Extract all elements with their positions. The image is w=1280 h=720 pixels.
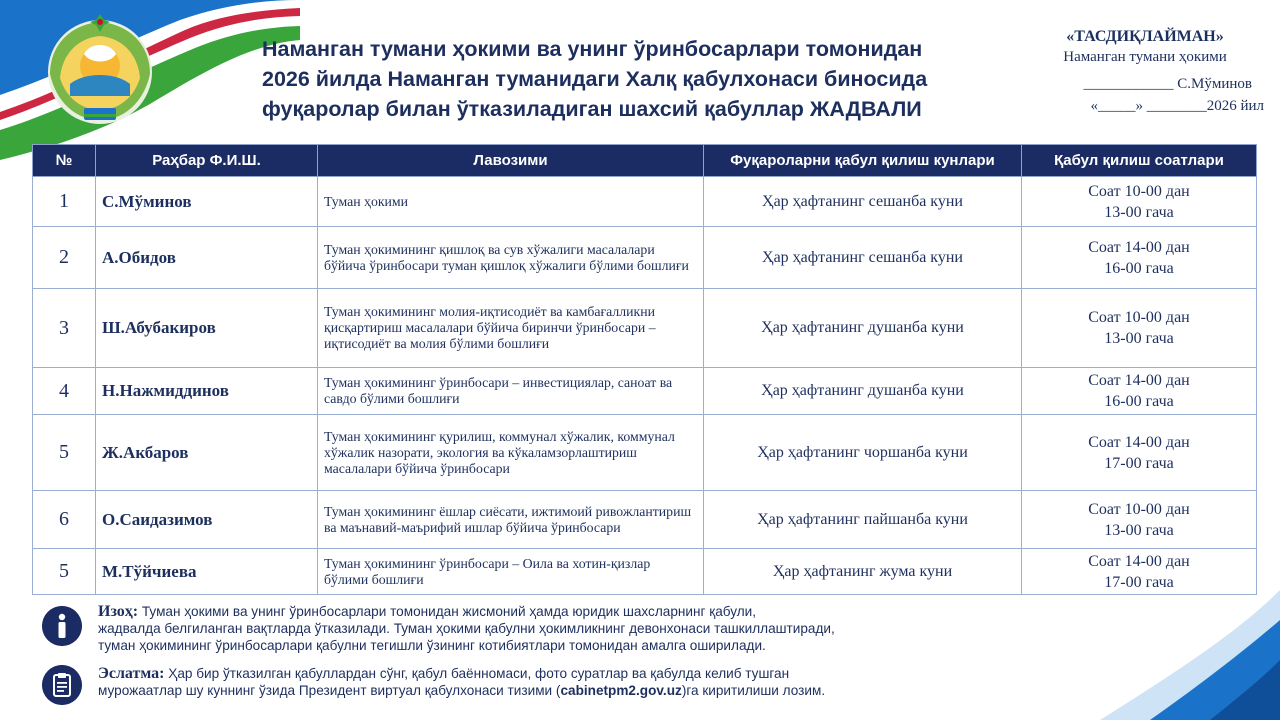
row-hours (1022, 491, 1257, 549)
reminder-label: Эслатма: (98, 665, 165, 682)
note-line-3: туман ҳокимининг ўринбосарлари қабулни тегишли ўзининг котибиятлари томонидан амалга оширилади. (98, 638, 766, 653)
table-row (33, 491, 1257, 549)
hours-to: 17-00 гача (1104, 454, 1174, 472)
hours-from: Соат 14-00 дан (1088, 552, 1190, 570)
hours-to: 16-00 гача (1104, 259, 1174, 277)
approval-block (1020, 28, 1270, 115)
schedule-table (32, 144, 1257, 595)
row-name: С.Мўминов (96, 177, 318, 227)
corner-wave-decoration (1040, 590, 1280, 720)
row-hours (1022, 368, 1257, 415)
row-name: О.Саидазимов (96, 491, 318, 549)
row-hours (1022, 549, 1257, 595)
reminder-line-1: Ҳар бир ўтказилган қабуллардан сўнг, қабул баённомаси, фото суратлар ва қабулда келиб тушган (168, 666, 790, 681)
row-hours (1022, 415, 1257, 491)
row-position: Туман ҳокимининг қишлоқ ва сув хўжалиги масалалари бўйича ўринбосари туман қишлоқ хўжалиги бўлими бошлиғи (318, 227, 704, 289)
row-hours (1022, 289, 1257, 368)
reminder-line-2-start: мурожаатлар шу куннинг ўзида Президент виртуал қабулхонаси тизими ( (98, 683, 561, 698)
note-block (42, 603, 1042, 657)
note-line-1: Туман ҳокими ва унинг ўринбосарлари томонидан жисмоний ҳамда юридик шахсларнинг қабули, (141, 604, 757, 619)
reminder-line-2-end: )га киритилиши лозим. (681, 683, 826, 698)
table-row (33, 227, 1257, 289)
note-text (98, 603, 1098, 654)
state-emblem-icon (44, 14, 156, 126)
approval-position: Наманган тумани ҳокими (1063, 49, 1227, 65)
table-row (33, 549, 1257, 595)
row-days: Ҳар ҳафтанинг жума куни (704, 549, 1022, 595)
row-days: Ҳар ҳафтанинг чоршанба куни (704, 415, 1022, 491)
header-name: Раҳбар Ф.И.Ш. (96, 145, 318, 177)
row-number: 3 (33, 289, 96, 368)
info-icon (42, 606, 82, 646)
header-days: Фуқароларни қабул қилиш кунлари (704, 145, 1022, 177)
hours-to: 16-00 гача (1104, 393, 1174, 410)
title-line-2: 2026 йилда Наманган туманидаги Халқ қабулхонаси биносида (262, 67, 928, 91)
row-number: 2 (33, 227, 96, 289)
hours-to: 13-00 гача (1104, 203, 1174, 221)
reminder-text (98, 665, 1098, 699)
hours-from: Соат 10-00 дан (1088, 500, 1190, 518)
table-row (33, 289, 1257, 368)
clipboard-icon (42, 665, 82, 705)
row-number: 5 (33, 415, 96, 491)
title-line-1: Наманган тумани ҳокими ва унинг ўринбосарлари томонидан (262, 37, 923, 61)
row-hours (1022, 177, 1257, 227)
row-position: Туман ҳокими (318, 177, 704, 227)
row-position: Туман ҳокимининг ўринбосари – инвестициялар, саноат ва савдо бўлими бошлиғи (318, 368, 704, 415)
row-days: Ҳар ҳафтанинг душанба куни (704, 368, 1022, 415)
hours-from: Соат 14-00 дан (1088, 433, 1190, 451)
row-name: А.Обидов (96, 227, 318, 289)
row-days: Ҳар ҳафтанинг душанба куни (704, 289, 1022, 368)
page-title (262, 34, 1002, 124)
row-number: 6 (33, 491, 96, 549)
row-position: Туман ҳокимининг ёшлар сиёсати, ижтимоий ривожлантириш ва маънавий-маърифий ишлар бўйича ўринбосари (318, 491, 704, 549)
title-line-3: фуқаролар билан ўтказиладиган шахсий қабуллар ЖАДВАЛИ (262, 97, 922, 121)
hours-from: Соат 10-00 дан (1088, 309, 1190, 326)
row-name: М.Тўйчиева (96, 549, 318, 595)
row-number: 4 (33, 368, 96, 415)
reminder-url: cabinetpm2.gov.uz (560, 683, 682, 698)
row-position: Туман ҳокимининг молия-иқтисодиёт ва камбағалликни қисқартириш масалалари бўйича биринчи ўринбосари – иқтисодиёт ва молия бўлими бошлиғи (318, 289, 704, 368)
hours-to: 13-00 гача (1104, 330, 1174, 347)
row-number: 1 (33, 177, 96, 227)
row-number: 5 (33, 549, 96, 595)
hours-from: Соат 14-00 дан (1088, 372, 1190, 389)
row-position: Туман ҳокимининг ўринбосари – Оила ва хотин-қизлар бўлими бошлиғи (318, 549, 704, 595)
row-name: Ш.Абубакиров (96, 289, 318, 368)
table-row (33, 368, 1257, 415)
reminder-block (42, 665, 1042, 705)
row-name: Ж.Акбаров (96, 415, 318, 491)
hours-from: Соат 14-00 дан (1088, 238, 1190, 256)
note-label: Изоҳ: (98, 603, 139, 620)
hours-from: Соат 10-00 дан (1088, 182, 1190, 200)
approval-signature: ____________ С.Мўминов (1083, 76, 1252, 92)
row-position: Туман ҳокимининг қурилиш, коммунал хўжалик, коммунал хўжалик назорати, экология ва кўкаламзорлаштириш масалалари бўйича ўринбосари (318, 415, 704, 491)
row-days: Ҳар ҳафтанинг сешанба куни (704, 227, 1022, 289)
table-header-row (33, 145, 1257, 177)
approval-heading: «ТАСДИҚЛАЙМАН» (1066, 28, 1224, 45)
table-row (33, 415, 1257, 491)
table-row (33, 177, 1257, 227)
header-number: № (33, 145, 96, 177)
approval-date: «_____» ________2026 йил (1090, 98, 1264, 114)
row-name: Н.Нажмиддинов (96, 368, 318, 415)
row-hours (1022, 227, 1257, 289)
hours-to: 17-00 гача (1104, 573, 1174, 591)
note-line-2: жадвалда белгиланган вақтларда ўтказилади. Туман ҳокими қабулни ҳокимликнинг девонхонаси ташкиллаштиради, (98, 621, 835, 636)
header-position: Лавозими (318, 145, 704, 177)
row-days: Ҳар ҳафтанинг пайшанба куни (704, 491, 1022, 549)
row-days: Ҳар ҳафтанинг сешанба куни (704, 177, 1022, 227)
hours-to: 13-00 гача (1104, 521, 1174, 539)
header-hours: Қабул қилиш соатлари (1022, 145, 1257, 177)
